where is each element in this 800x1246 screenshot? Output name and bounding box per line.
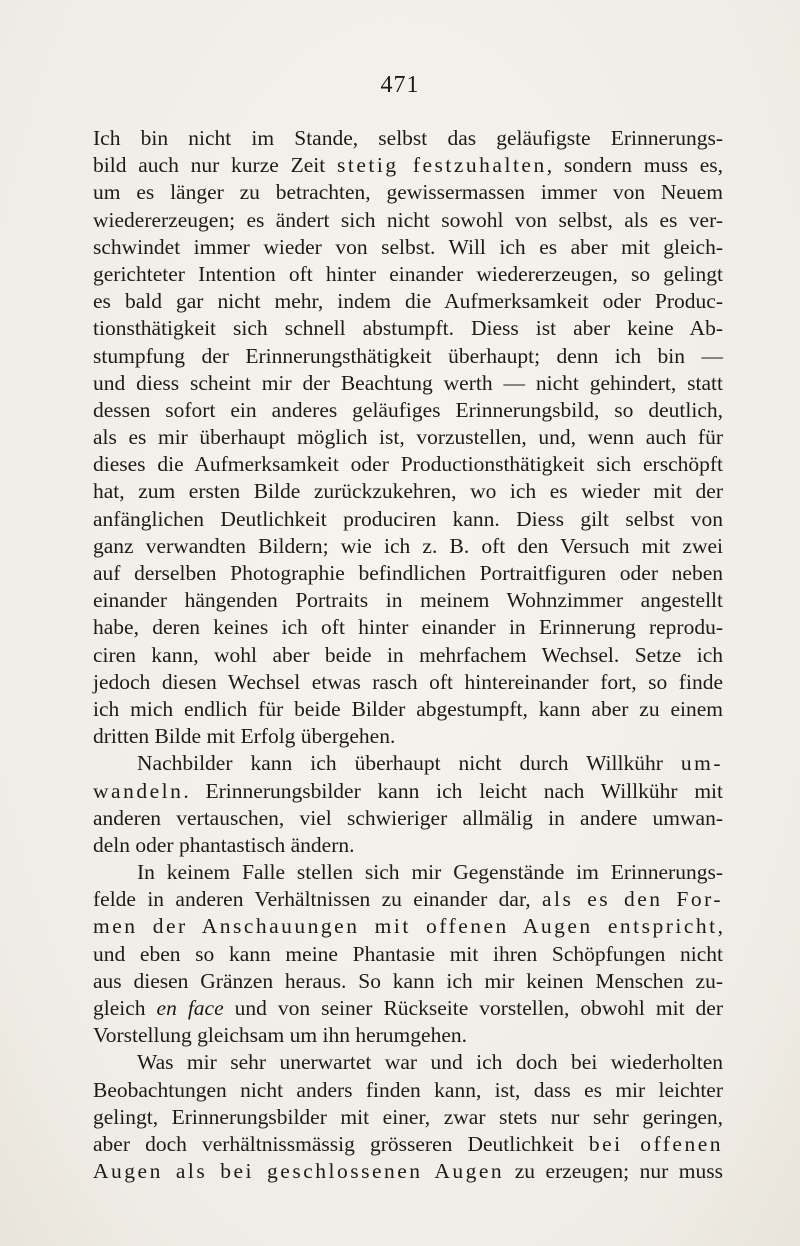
text-segment: . Erinnerungsbilder kann ich leicht nach Willkühr mit <box>183 778 723 803</box>
text-segment: hat, zum ersten Bilde zurückzukehren, wo ich es wieder mit der <box>93 479 723 504</box>
text-line <box>93 261 723 288</box>
paragraph <box>93 750 723 859</box>
text-segment: aus diesen Gränzen heraus. So kann ich mir keinen Menschen zu- <box>93 968 723 993</box>
text-line <box>93 614 723 641</box>
text-line <box>93 451 723 478</box>
text-line <box>93 234 723 261</box>
text-segment: einander hängenden Portraits in meinem Wohnzimmer angestellt <box>93 588 723 613</box>
text-segment: und eben so kann meine Phantasie mit ihren Schöpfungen nicht <box>93 941 723 966</box>
text-segment: stumpfung der Erinnerungsthätigkeit überhaupt; denn ich bin — <box>93 343 723 368</box>
text-segment: dessen sofort ein anderes geläufiges Erinnerungsbild, so deutlich, <box>93 397 723 422</box>
text-segment: In keinem Falle stellen sich mir Gegenstände im Erinnerungs- <box>137 860 723 885</box>
text-segment: dritten Bilde mit Erfolg übergehen. <box>93 724 396 749</box>
text-segment: en face <box>156 996 224 1020</box>
text-line <box>93 478 723 505</box>
text-line <box>93 941 723 968</box>
text-segment: , sondern muss es, <box>546 153 724 178</box>
text-line <box>93 778 723 805</box>
text-segment: um es länger zu betrachten, gewissermassen immer von Neuem <box>93 180 723 205</box>
text-segment: wandeln <box>93 778 184 803</box>
text-segment: Was mir sehr unerwartet war und ich doch bei wiederholten <box>137 1050 723 1075</box>
text-line <box>93 587 723 614</box>
text-line <box>93 1077 723 1104</box>
text-segment: wiedererzeugen; es ändert sich nicht sowohl von selbst, als es ver- <box>93 207 723 232</box>
text-line <box>93 343 723 370</box>
text-line <box>93 1131 723 1158</box>
text-line <box>93 669 723 696</box>
text-segment: als es den For- <box>541 887 723 912</box>
text-segment: es bald gar nicht mehr, indem die Aufmerksamkeit oder Produc- <box>93 289 723 314</box>
text-segment: Vorstellung gleichsam um ihn herumgehen. <box>93 1023 467 1048</box>
text-segment: Beobachtungen nicht anders finden kann, ist, dass es mir leichter <box>93 1077 723 1102</box>
text-line <box>93 642 723 669</box>
text-segment: stetig festzuhalten <box>336 153 547 178</box>
text-segment: aber doch verhältnissmässig grösseren Deutlichkeit <box>93 1131 589 1156</box>
text-segment: , <box>717 914 723 939</box>
text-segment: als es mir überhaupt möglich ist, vorzustellen, und, wenn auch für <box>93 425 723 450</box>
text-segment: schwindet immer wieder von selbst. Will ich es aber mit gleich- <box>93 234 723 259</box>
text-line <box>93 533 723 560</box>
text-line <box>93 152 723 179</box>
text-segment: und von seiner Rückseite vorstellen, obwohl mit der <box>223 996 723 1020</box>
text-segment: anderen vertauschen, viel schwieriger allmälig in andere umwan- <box>93 805 723 830</box>
text-segment: gelingt, Erinnerungsbilder mit einer, zwar stets nur sehr geringen, <box>93 1104 723 1129</box>
text-line <box>93 1022 723 1049</box>
text-segment: habe, deren keines ich oft hinter einander in Erinnerung reprodu- <box>93 615 723 640</box>
text-segment: ciren kann, wohl aber beide in mehrfachem Wechsel. Setze ich <box>93 642 723 667</box>
text-segment: auf derselben Photographie befindlichen Portraitfiguren oder neben <box>93 561 723 585</box>
text-line <box>93 1049 723 1076</box>
text-line <box>93 859 723 886</box>
text-line <box>93 805 723 832</box>
text-segment: ich mich endlich für beide Bilder abgestumpft, kann aber zu einem <box>93 696 723 721</box>
text-line <box>93 125 723 152</box>
text-segment: jedoch diesen Wechsel etwas rasch oft hintereinander fort, so finde <box>93 669 723 694</box>
text-segment: und diess scheint mir der Beachtung werth — nicht gehindert, statt <box>93 370 723 395</box>
paragraph <box>93 859 723 1049</box>
text-line <box>93 370 723 397</box>
text-line <box>93 723 723 750</box>
text-segment: bei offenen <box>588 1131 723 1156</box>
text-line <box>93 913 723 940</box>
text-segment: um- <box>680 751 723 776</box>
text-line <box>93 506 723 533</box>
text-segment: gleich <box>93 996 157 1020</box>
text-line <box>93 750 723 777</box>
text-segment: zu erzeugen; nur muss <box>504 1159 723 1184</box>
text-line <box>93 1158 723 1185</box>
text-segment: bild auch nur kurze Zeit <box>93 153 337 178</box>
text-line <box>93 1104 723 1131</box>
text-segment: ganz verwandten Bildern; wie ich z. B. oft den Versuch mit zwei <box>93 533 723 558</box>
text-line <box>93 315 723 342</box>
text-segment: Ich bin nicht im Stande, selbst das geläufigste Erinnerungs- <box>93 126 723 150</box>
page-number: 471 <box>380 72 420 98</box>
paragraph <box>93 1049 723 1185</box>
text-line <box>93 179 723 206</box>
text-line <box>93 397 723 424</box>
text-segment: men der Anschauungen mit offenen Augen entspricht <box>93 914 718 939</box>
text-line <box>93 995 723 1022</box>
text-line <box>93 424 723 451</box>
text-segment: deln oder phantastisch ändern. <box>93 832 355 857</box>
body-text <box>93 125 723 1185</box>
text-segment: Augen als bei geschlossenen Augen <box>93 1159 505 1184</box>
text-line <box>93 288 723 315</box>
text-segment: felde in anderen Verhältnissen zu einander dar, <box>93 887 542 912</box>
text-line <box>93 832 723 859</box>
text-segment: anfänglichen Deutlichkeit produciren kann. Diess gilt selbst von <box>93 506 723 531</box>
text-line <box>93 696 723 723</box>
text-segment: gerichteter Intention oft hinter einander wiedererzeugen, so gelingt <box>93 261 723 286</box>
text-segment: tionsthätigkeit sich schnell abstumpft. Diess ist aber keine Ab- <box>93 316 723 341</box>
text-line <box>93 886 723 913</box>
text-line <box>93 968 723 995</box>
text-line <box>93 207 723 234</box>
text-line <box>93 560 723 587</box>
text-segment: Nachbilder kann ich überhaupt nicht durch Willkühr <box>137 751 681 776</box>
paragraph <box>93 125 723 750</box>
text-segment: dieses die Aufmerksamkeit oder Productionsthätigkeit sich erschöpft <box>93 452 723 477</box>
